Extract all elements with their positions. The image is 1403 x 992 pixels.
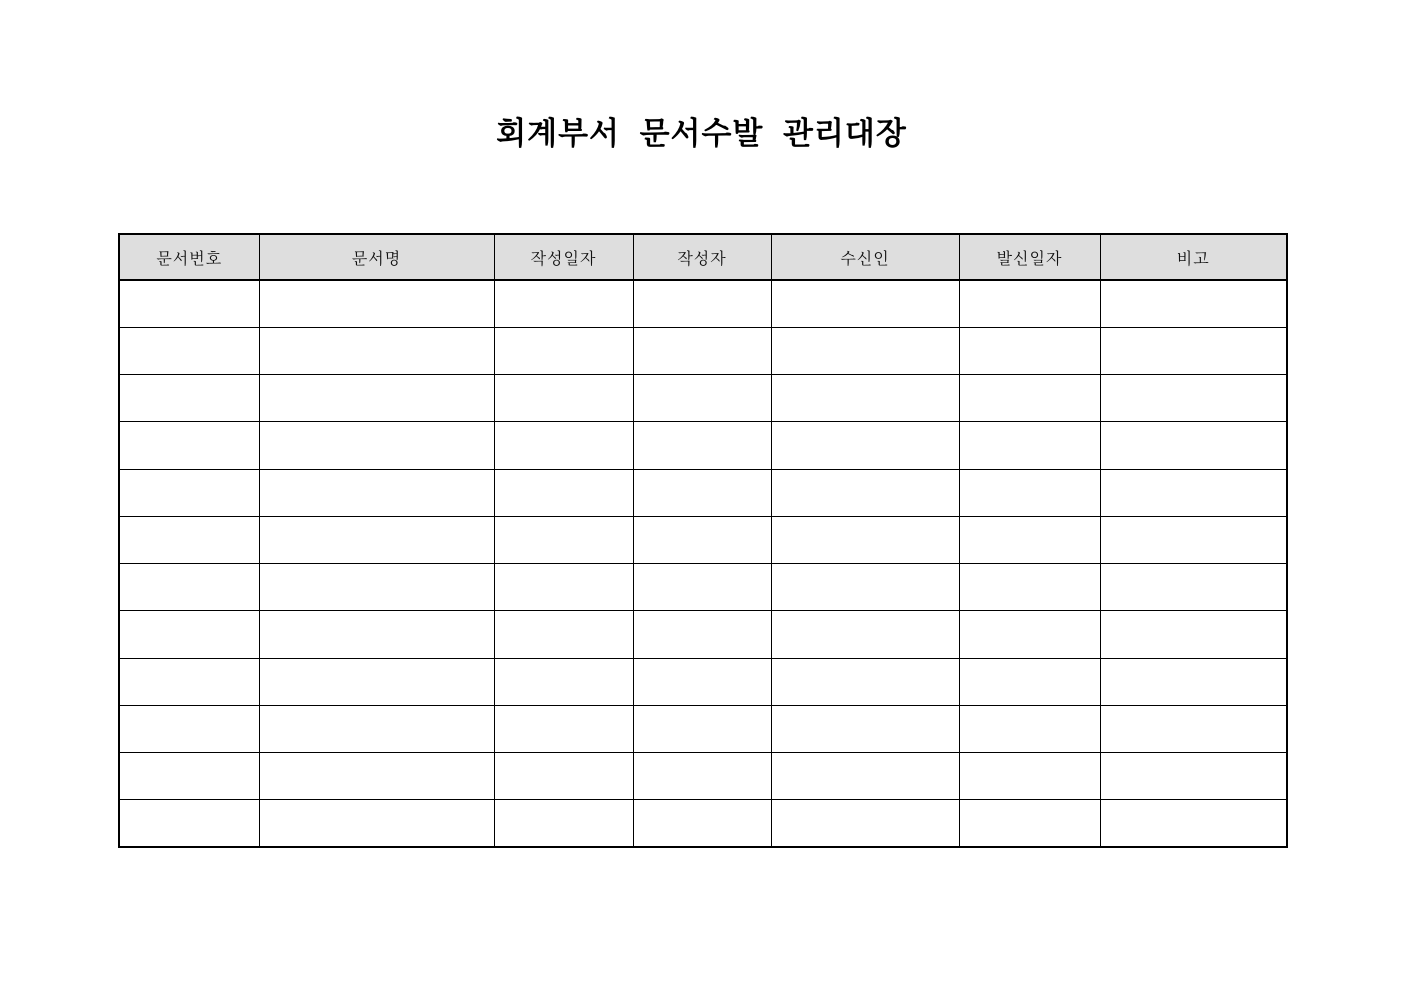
empty-cell (771, 564, 959, 611)
col-header-created-date: 작성일자 (494, 234, 633, 280)
table-header (119, 234, 1287, 280)
empty-cell (119, 280, 259, 327)
empty-cell (771, 753, 959, 800)
empty-cell (633, 280, 771, 327)
table-row (119, 375, 1287, 422)
empty-cell (1100, 564, 1287, 611)
empty-cell (771, 611, 959, 658)
col-header-doc-number: 문서번호 (119, 234, 259, 280)
document-ledger-table (118, 233, 1288, 848)
empty-cell (259, 375, 494, 422)
empty-cell (259, 800, 494, 847)
empty-cell (959, 564, 1100, 611)
empty-cell (494, 280, 633, 327)
empty-cell (119, 564, 259, 611)
empty-cell (771, 280, 959, 327)
empty-cell (1100, 753, 1287, 800)
empty-cell (494, 611, 633, 658)
empty-cell (494, 375, 633, 422)
empty-cell (633, 469, 771, 516)
empty-cell (633, 422, 771, 469)
empty-cell (119, 422, 259, 469)
empty-cell (259, 658, 494, 705)
col-header-remarks: 비고 (1100, 234, 1287, 280)
empty-cell (771, 516, 959, 563)
empty-cell (959, 800, 1100, 847)
empty-cell (959, 422, 1100, 469)
empty-cell (259, 611, 494, 658)
empty-cell (1100, 469, 1287, 516)
empty-cell (633, 800, 771, 847)
empty-cell (119, 753, 259, 800)
empty-cell (959, 280, 1100, 327)
page-title: 회계부서 문서수발 관리대장 (496, 116, 907, 151)
empty-cell (633, 375, 771, 422)
empty-cell (959, 327, 1100, 374)
empty-cell (1100, 705, 1287, 752)
empty-cell (119, 800, 259, 847)
empty-cell (119, 611, 259, 658)
table-row (119, 516, 1287, 563)
col-header-sent-date: 발신일자 (959, 234, 1100, 280)
empty-cell (771, 658, 959, 705)
empty-cell (259, 469, 494, 516)
empty-cell (1100, 280, 1287, 327)
empty-cell (959, 469, 1100, 516)
empty-cell (1100, 658, 1287, 705)
empty-cell (633, 564, 771, 611)
empty-cell (494, 564, 633, 611)
empty-cell (1100, 375, 1287, 422)
empty-cell (1100, 611, 1287, 658)
empty-cell (494, 800, 633, 847)
empty-cell (259, 564, 494, 611)
empty-cell (633, 516, 771, 563)
empty-cell (259, 280, 494, 327)
empty-cell (259, 516, 494, 563)
empty-cell (633, 705, 771, 752)
empty-cell (771, 375, 959, 422)
empty-cell (959, 611, 1100, 658)
empty-cell (119, 658, 259, 705)
empty-cell (494, 516, 633, 563)
empty-cell (494, 705, 633, 752)
empty-cell (959, 375, 1100, 422)
table-row (119, 753, 1287, 800)
table-row (119, 327, 1287, 374)
empty-cell (633, 753, 771, 800)
empty-cell (494, 753, 633, 800)
empty-cell (771, 800, 959, 847)
empty-cell (959, 753, 1100, 800)
empty-cell (119, 705, 259, 752)
empty-cell (119, 375, 259, 422)
empty-cell (771, 705, 959, 752)
empty-cell (959, 705, 1100, 752)
table-row (119, 705, 1287, 752)
empty-cell (259, 753, 494, 800)
table-row (119, 658, 1287, 705)
table-row (119, 611, 1287, 658)
empty-cell (633, 611, 771, 658)
table-body (119, 280, 1287, 847)
col-header-recipient: 수신인 (771, 234, 959, 280)
table-row (119, 422, 1287, 469)
empty-cell (1100, 327, 1287, 374)
table-row (119, 280, 1287, 327)
empty-cell (959, 516, 1100, 563)
empty-cell (1100, 800, 1287, 847)
empty-cell (259, 705, 494, 752)
empty-cell (771, 327, 959, 374)
empty-cell (633, 327, 771, 374)
empty-cell (119, 469, 259, 516)
table-row (119, 469, 1287, 516)
header-row (119, 234, 1287, 280)
empty-cell (119, 516, 259, 563)
empty-cell (119, 327, 259, 374)
empty-cell (771, 469, 959, 516)
empty-cell (959, 658, 1100, 705)
empty-cell (259, 327, 494, 374)
empty-cell (1100, 516, 1287, 563)
empty-cell (259, 422, 494, 469)
empty-cell (1100, 422, 1287, 469)
table-row (119, 564, 1287, 611)
empty-cell (494, 327, 633, 374)
col-header-author: 작성자 (633, 234, 771, 280)
empty-cell (633, 658, 771, 705)
col-header-doc-name: 문서명 (259, 234, 494, 280)
table-row (119, 800, 1287, 847)
empty-cell (771, 422, 959, 469)
empty-cell (494, 469, 633, 516)
empty-cell (494, 658, 633, 705)
empty-cell (494, 422, 633, 469)
